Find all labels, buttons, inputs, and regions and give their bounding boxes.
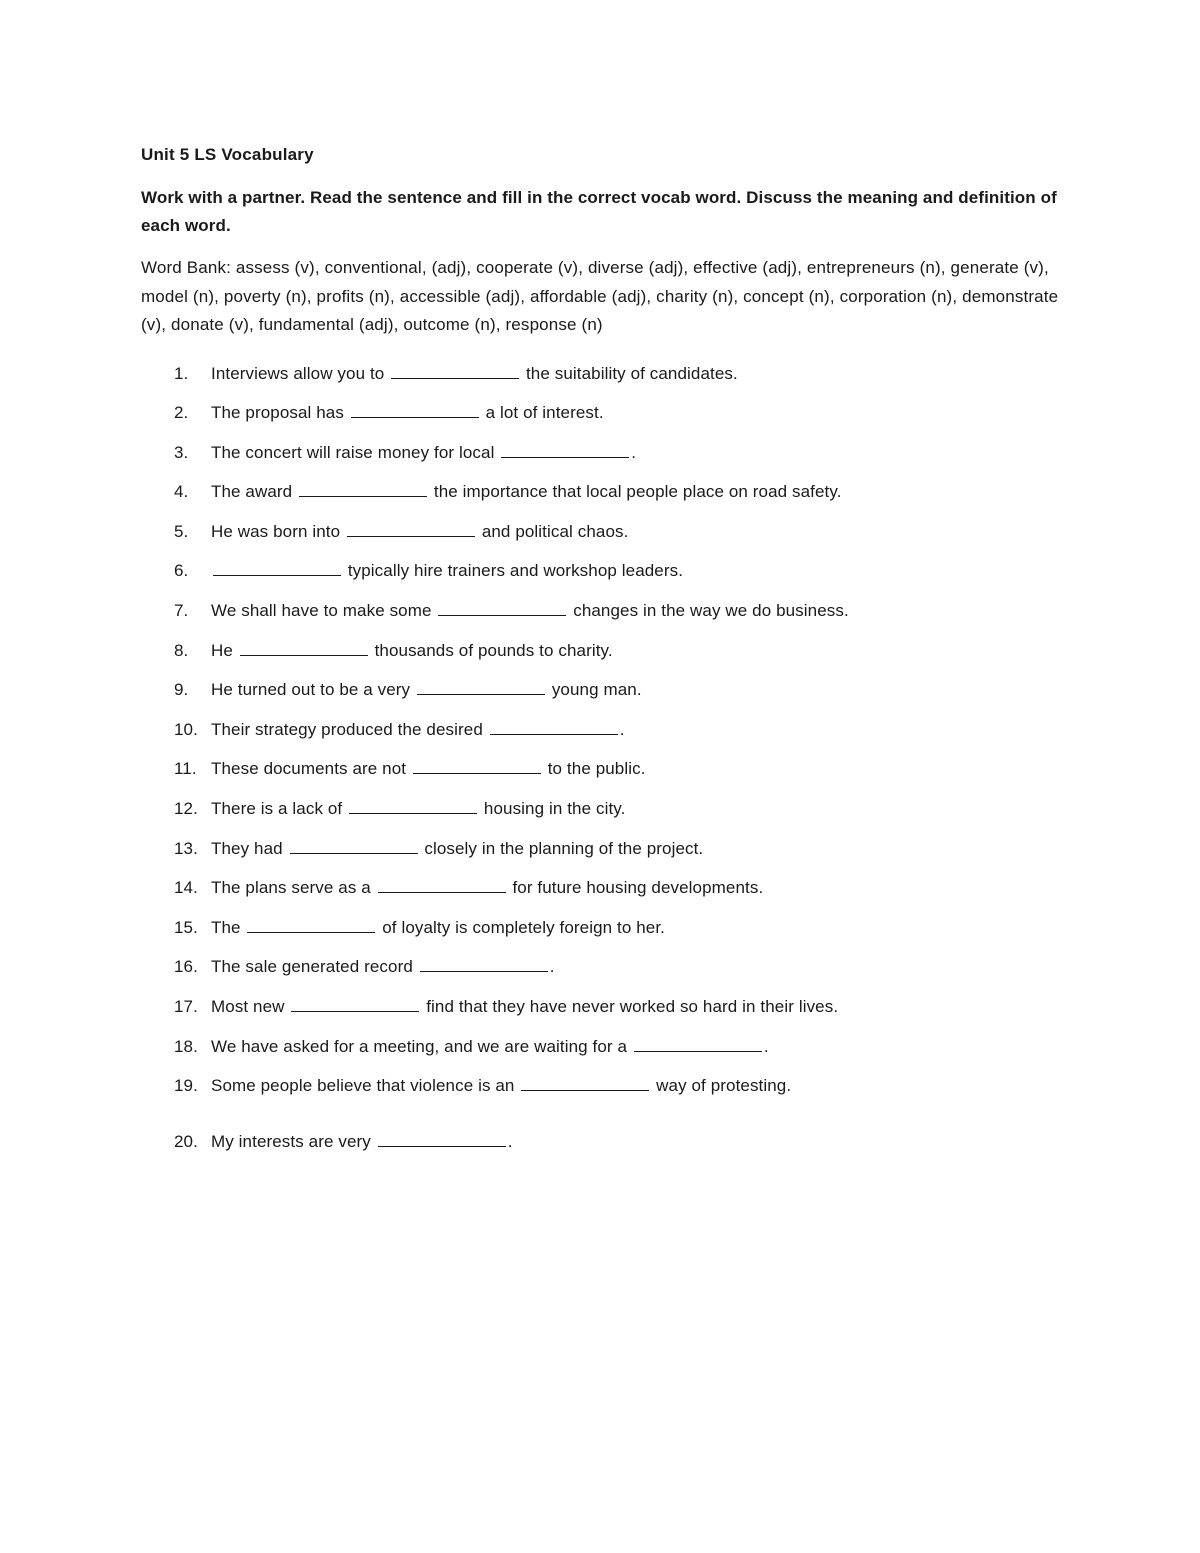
question-text-after: . — [763, 1036, 769, 1056]
question-text-after: closely in the planning of the project. — [424, 838, 704, 858]
fill-in-blank — [240, 641, 368, 656]
question-text-before: The concert will raise money for local — [211, 442, 495, 462]
question-text-after: find that they have never worked so hard in their lives. — [426, 997, 839, 1016]
fill-in-blank — [501, 443, 629, 458]
question-text-before: We shall have to make some — [211, 601, 432, 621]
question-item — [141, 987, 1061, 1027]
question-number: 17. — [174, 997, 198, 1016]
question-text-before: Some people believe that violence is an — [211, 1076, 515, 1096]
word-bank: Word Bank: assess (v), conventional, (adj), cooperate (v), diverse (adj), effective (adj), entrepreneurs (n), generate (v), model (n), poverty (n), profits (n), accessible (adj), affordable (adj), charity (n), concept (n), corporation (n), demonstrate (v), donate (v), fundamental (adj), outcome (n), response (n) — [141, 258, 1059, 334]
question-item — [141, 1027, 1061, 1067]
question-text-before: These documents are not — [211, 759, 407, 779]
question-item — [141, 670, 1061, 710]
fill-in-blank — [391, 364, 519, 379]
fill-in-blank — [213, 561, 341, 576]
question-text-after: . — [549, 957, 555, 977]
question-text-after: a lot of interest. — [485, 403, 604, 423]
question-item — [141, 908, 1061, 948]
question-item — [141, 1122, 1061, 1162]
question-text-before: Most new — [211, 997, 285, 1016]
question-text-after: . — [631, 442, 637, 462]
question-text-before: The proposal has — [211, 403, 344, 423]
question-text-before: He — [211, 640, 233, 660]
question-number: 2. — [174, 403, 189, 423]
question-number: 14. — [174, 878, 198, 898]
question-text-before: He turned out to be a very — [211, 680, 411, 700]
question-item — [141, 1066, 1061, 1106]
fill-in-blank — [634, 1037, 762, 1052]
question-text-before: He was born into — [211, 521, 341, 541]
fill-in-blank — [378, 1132, 506, 1147]
question-text-after: the importance that local people place on road safety. — [433, 482, 842, 502]
question-number: 19. — [174, 1076, 198, 1096]
question-number: 9. — [174, 680, 189, 700]
question-text-before: The plans serve as a — [211, 878, 371, 898]
question-item — [141, 433, 1061, 473]
question-item — [141, 393, 1061, 433]
fill-in-blank — [521, 1076, 649, 1091]
question-number: 1. — [174, 363, 189, 383]
question-text-after: the suitability of candidates. — [525, 363, 738, 383]
question-text-before: The award — [211, 482, 293, 502]
question-number: 4. — [174, 482, 189, 502]
question-item — [141, 829, 1061, 869]
question-text-before: The sale generated record — [211, 957, 413, 977]
fill-in-blank — [413, 759, 541, 774]
question-text-after: for future housing developments. — [512, 878, 764, 898]
question-text-before: The — [211, 917, 241, 937]
question-item — [141, 710, 1061, 750]
fill-in-blank — [299, 482, 427, 497]
fill-in-blank — [291, 997, 419, 1012]
question-item — [141, 591, 1061, 631]
worksheet-content — [141, 140, 1061, 1161]
fill-in-blank — [417, 680, 545, 695]
fill-in-blank — [351, 403, 479, 418]
question-text-after: of loyalty is completely foreign to her. — [382, 917, 665, 937]
question-number: 16. — [174, 957, 198, 977]
fill-in-blank — [349, 799, 477, 814]
question-text-after: young man. — [551, 680, 642, 700]
question-number: 5. — [174, 521, 189, 541]
fill-in-blank — [420, 957, 548, 972]
fill-in-blank — [290, 839, 418, 854]
question-item — [141, 512, 1061, 552]
question-text-after: to the public. — [547, 759, 646, 779]
question-number: 20. — [174, 1131, 198, 1151]
question-text-after: . — [619, 719, 625, 739]
question-text-after: . — [507, 1131, 513, 1151]
question-text-after: and political chaos. — [481, 521, 629, 541]
question-item — [141, 472, 1061, 512]
question-text-before: They had — [211, 838, 283, 858]
question-number: 3. — [174, 442, 189, 462]
question-item — [141, 354, 1061, 394]
question-number: 12. — [174, 799, 198, 819]
fill-in-blank — [378, 878, 506, 893]
fill-in-blank — [247, 918, 375, 933]
question-item — [141, 947, 1061, 987]
question-item — [141, 749, 1061, 789]
worksheet-instructions: Work with a partner. Read the sentence and fill in the correct vocab word. Discuss the meaning and definition of each word. — [141, 188, 1057, 235]
question-number: 18. — [174, 1036, 198, 1056]
question-number: 15. — [174, 917, 198, 937]
question-item — [141, 631, 1061, 671]
fill-in-blank — [490, 720, 618, 735]
question-number: 7. — [174, 601, 189, 621]
question-number: 10. — [174, 719, 198, 739]
question-list — [141, 354, 1061, 1162]
question-text-after: thousands of pounds to charity. — [374, 640, 613, 660]
question-text-before: There is a lack of — [211, 799, 343, 819]
question-text-before: We have asked for a meeting, and we are waiting for a — [211, 1036, 628, 1056]
question-number: 8. — [174, 640, 189, 660]
question-text-after: typically hire trainers and workshop leaders. — [347, 561, 684, 581]
question-text-after: changes in the way we do business. — [573, 601, 849, 621]
fill-in-blank — [438, 601, 566, 616]
question-text-after: way of protesting. — [656, 1076, 792, 1096]
question-number: 13. — [174, 838, 198, 858]
question-number: 6. — [174, 561, 189, 581]
worksheet-title: Unit 5 LS Vocabulary — [141, 145, 314, 164]
question-text-before: Interviews allow you to — [211, 363, 385, 383]
question-item — [141, 789, 1061, 829]
question-text-before: My interests are very — [211, 1131, 371, 1151]
question-text-after: housing in the city. — [483, 799, 626, 819]
question-text-before: Their strategy produced the desired — [211, 719, 483, 739]
fill-in-blank — [347, 522, 475, 537]
question-number: 11. — [174, 759, 197, 779]
question-item — [141, 868, 1061, 908]
question-item — [141, 551, 1061, 591]
